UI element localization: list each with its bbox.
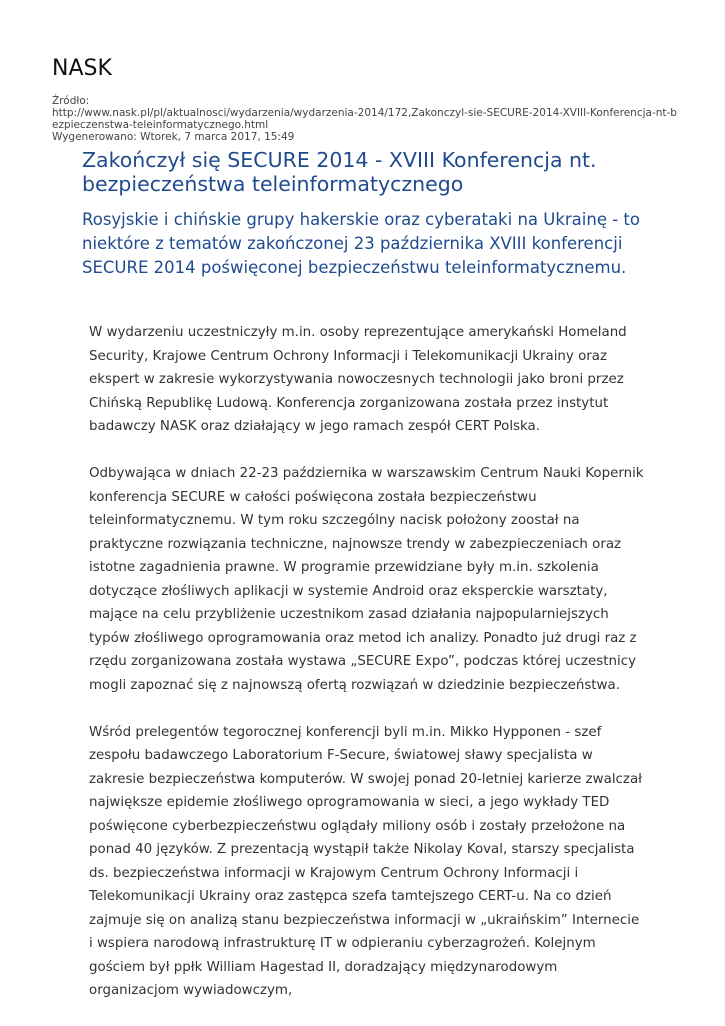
generated-date: Wygenerowano: Wtorek, 7 marca 2017, 15:49 [52, 131, 295, 143]
source-url: http://www.nask.pl/pl/aktualnosci/wydarzenia/wydarzenia-2014/172,Zakonczyl-sie-SECURE-2014-XVIII-Konferencja-nt-bezpieczenstwa-teleinformatycznego.html [52, 107, 677, 131]
site-name: NASK [52, 56, 112, 81]
source-label: Źródło: [52, 95, 90, 107]
article-paragraph: W wydarzeniu uczestniczyły m.in. osoby reprezentujące amerykański Homeland Security, Krajowe Centrum Ochrony Informacji i Telekomunikacji Ukrainy oraz ekspert w zakresie wykorzystywania nowoczesnych technologii jako broni przez Chińską Republikę Ludową. Konferencja zorganizowana została przez instytut badawczy NASK oraz działający w jego ramach zespół CERT Polska. [89, 325, 627, 434]
source-meta [52, 95, 682, 143]
article-paragraph: Wśród prelegentów tegorocznej konferencji byli m.in. Mikko Hypponen - szef zespołu badawczego Laboratorium F-Secure, światowej sławy specjalista w zakresie bezpieczeństwa komputerów. W swojej ponad 20-letniej karierze zwalczał największe epidemie złośliwego oprogramowania w sieci, a jego wykłady TED poświęcone cyberbezpieczeństwu oglądały miliony osób i zostały przełożone na ponad 40 języków. Z prezentacją wystąpił także Nikolay Koval, starszy specjalista ds. bezpieczeństwa informacji w Krajowym Centrum Ochrony Informacji i Telekomunikacji Ukrainy oraz zastępca szefa tamtejszego CERT-u. Na co dzień zajmuje się on analizą stanu bezpieczeństwa informacji w „ukraińskim” Internecie i wspiera narodową infrastrukturę IT w odpieraniu cyberzagrożeń. Kolejnym gościem był ppłk William Hagestad II, doradzający międzynarodowym organizacjom wywiadowczym, [89, 724, 642, 998]
article-paragraph: Odbywająca w dniach 22-23 października w warszawskim Centrum Nauki Kopernik konferencja SECURE w całości poświęcona została bezpieczeństwu teleinformatycznemu. W tym roku szczególny nacisk położony zoostał na praktyczne rozwiązania techniczne, najnowsze trendy w zabezpieczeniach oraz istotne zagadnienia prawne. W programie przewidziane były m.in. szkolenia dotyczące złośliwych aplikacji w systemie Android oraz eksperckie warsztaty, mające na celu przybliżenie uczestnikom zasad działania najpopularniejszych typów złośliwego oprogramowania oraz metod ich analizy. Ponadto już drugi raz z rzędu zorganizowana została wystawa „SECURE Expo”, podczas której uczestnicy mogli zapoznać się z najnowszą ofertą rozwiązań w dziedzinie bezpieczeństwa. [89, 466, 644, 693]
article-lead: Rosyjskie i chińskie grupy hakerskie oraz cyberataki na Ukrainę - to niektóre z tematów zakończonej 23 października XVIII konferencji SECURE 2014 poświęconej bezpieczeństwu teleinformatycznemu. [82, 210, 640, 277]
article-body [89, 321, 644, 1026]
article-title: Zakończył się SECURE 2014 - XVIII Konferencja nt. bezpieczeństwa teleinformatycznego [82, 148, 597, 196]
